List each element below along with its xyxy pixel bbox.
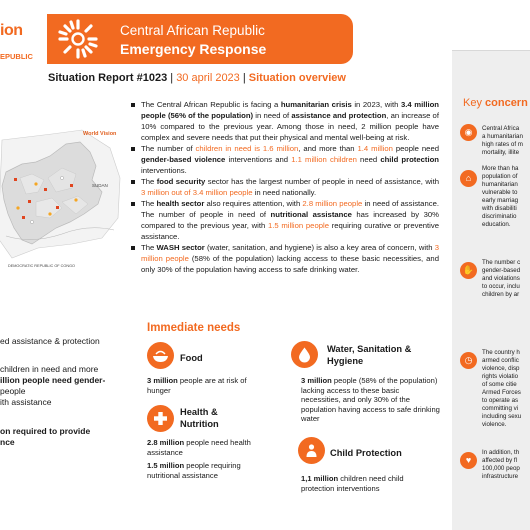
need-child-text: 1,1 million children need child protection interventions	[301, 474, 404, 493]
need-child-title: Child Protection	[330, 448, 402, 458]
report-date: 30 april 2023	[176, 72, 240, 84]
left-line: illion people need gender-	[0, 375, 106, 385]
logo-subtext: EPUBLIC	[0, 52, 33, 61]
report-section: Situation overview	[248, 72, 346, 84]
left-line: ith assistance	[0, 397, 52, 407]
report-separator: |	[239, 72, 249, 84]
key-concerns-title: Key concern	[463, 97, 528, 109]
need-wash-title: Water, Sanitation & Hygiene	[327, 344, 412, 366]
need-health-title: Health & Nutrition	[180, 407, 219, 429]
need-food-text: 3 million people are at risk of hunger	[147, 376, 247, 395]
need-food-title: Food	[180, 353, 203, 363]
header-title: Emergency Response	[120, 41, 267, 57]
health-icon	[147, 405, 174, 432]
bullet-children-in-need: The number of children in need is 1.6 million, and more than 1.4 million people need gender-based violence interventions and 1.1 million children need child protection interventions.	[131, 143, 439, 176]
need-wash-text: 3 million people (58% of the population) lacking access to these basic necessities, and only 30% of the population having access to safe drinking water	[301, 376, 440, 423]
logo	[0, 10, 44, 61]
report-number: Situation Report #1023	[48, 72, 168, 84]
key-concern-item-5: In addition, th affected by fl 100,000 peop infrastructure	[482, 449, 520, 480]
map-brand-label: World Vision	[83, 131, 117, 137]
water-drop-icon	[291, 341, 318, 368]
need-health-text: 2.8 million people need health assistance 1.5 million people requiring nutritional assistance	[147, 438, 251, 480]
left-line: children in need and more	[0, 364, 99, 374]
key-concern-item-3: The number c gender-based and violations to occur, inclu children by ar	[482, 259, 521, 298]
globe-icon: ◉	[460, 124, 477, 141]
hand-icon: ✋	[460, 262, 477, 279]
report-separator: |	[167, 72, 177, 84]
header-country: Central African Republic	[120, 23, 265, 38]
logo-text: ion	[0, 22, 23, 39]
report-heading	[48, 72, 346, 84]
food-icon	[147, 342, 174, 369]
family-icon: ⌂	[460, 170, 477, 187]
sun-icon	[57, 19, 99, 59]
key-concern-item-2: More than ha population of humanitarian vulnerable to early marriag with disabiliti discriminatio education.	[482, 165, 519, 228]
bullet-health-sector: The health sector also requires attention, with 2.8 million people in need of assistance. The number of people in need of nutritional assistance has increased by 30% compared to the previous year, with 1.5 million people requiring curative or preventive assistance.	[131, 198, 439, 242]
left-line: ed assistance & protection	[0, 336, 100, 346]
left-line: on required to provide	[0, 426, 91, 436]
left-line: people	[0, 386, 26, 396]
bullet-food-security: The food security sector has the largest number of people in need of assistance, with 3 million out of 3.4 million people in need nationally.	[131, 176, 439, 198]
bullet-humanitarian-crisis: The Central African Republic is facing a humanitarian crisis in 2023, with 3.4 million people (56% of the population) in need of assistance and protection, an increase of 10% compared to the previous year. Among those in need, 2 million people have complex and severe needs that put their physical and mental well-being at risk.	[131, 99, 439, 143]
country-map	[0, 118, 124, 286]
header-banner	[47, 14, 353, 64]
bullet-wash-sector: The WASH sector (water, sanitation, and hygiene) is also a key area of concern, with 3 million people (58% of the population) lacking access to these basic necessities, and only 30% of the population having access to safe drinking water.	[131, 242, 439, 275]
left-line: nce	[0, 437, 15, 447]
heart-hand-icon: ♥	[460, 452, 477, 469]
map-label-sudan: SUDAN	[92, 183, 108, 188]
child-protection-icon	[298, 437, 325, 464]
key-concern-item-4: The country h armed conflic violence, disp rights violatio of some citie Armed Forces to operate as committing vi including sexu violence.	[482, 349, 522, 428]
map-label-drc: DEMOCRATIC REPUBLIC OF CONGO	[8, 264, 76, 268]
clock-icon: ◷	[460, 352, 477, 369]
overview-bullets	[131, 99, 439, 275]
key-concern-item-1: Central Africa a humanitarian high rates of m mortality, illite	[482, 125, 523, 156]
immediate-needs-title: Immediate needs	[147, 322, 241, 334]
